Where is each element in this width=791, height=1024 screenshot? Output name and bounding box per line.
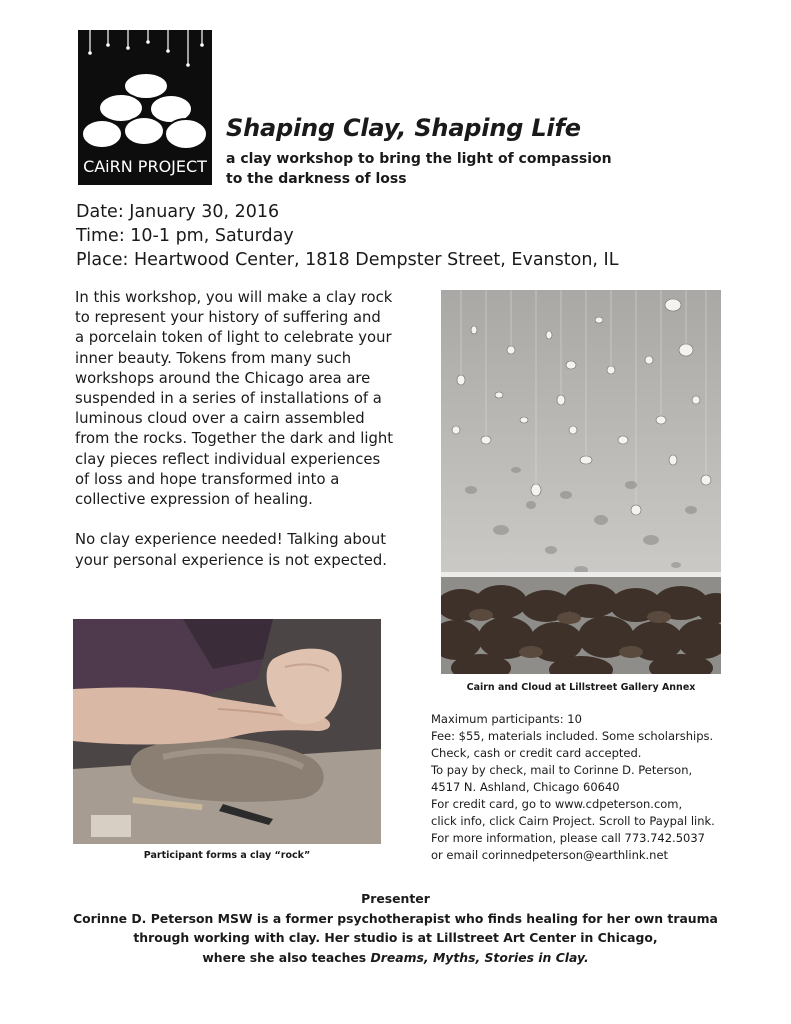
desc-line: collective expression of healing. — [75, 491, 313, 509]
note-line: No clay experience needed! Talking about — [75, 531, 387, 549]
desc-line: workshops around the Chicago area are — [75, 369, 371, 387]
cairn-project-logo — [78, 30, 212, 185]
class-title: Dreams, Myths, Stories in Clay. — [370, 949, 589, 965]
desc-line: suspended in a series of installations of a — [75, 390, 382, 408]
desc-line: In this workshop, you will make a clay rock — [75, 289, 393, 306]
logo-text: CAiRN PROJECT — [83, 157, 207, 176]
desc-line: luminous cloud over a cairn assembled — [75, 410, 365, 428]
desc-line: of loss and hope transformed into a — [75, 470, 340, 488]
hands-photo-caption: Participant forms a clay “rock” — [143, 850, 311, 861]
presenter-bio-line-3-prefix: where she also teaches — [202, 949, 371, 965]
details-line: For credit card, go to www.cdpeterson.com, — [431, 797, 683, 811]
cairn-photo-caption: Cairn and Cloud at Lillstreet Gallery Annex — [466, 682, 696, 693]
desc-line: to represent your history of suffering and — [75, 309, 381, 327]
presenter-heading: Presenter — [361, 891, 430, 906]
details-line: Fee: $55, materials included. Some scholarships. — [431, 729, 714, 743]
details-line: click info, click Cairn Project. Scroll to Paypal link. — [431, 814, 715, 828]
desc-line: from the rocks. Together the dark and light — [75, 430, 394, 448]
subtitle-line-2: to the darkness of loss — [226, 171, 407, 187]
subtitle — [226, 149, 646, 189]
hands-clay-photo — [73, 619, 381, 844]
details-line: Check, cash or credit card accepted. — [431, 746, 642, 760]
presenter-bio-line-3 — [40, 948, 751, 968]
subtitle-line-1: a clay workshop to bring the light of compassion — [226, 151, 612, 167]
presenter-bio-line-1: Corinne D. Peterson MSW is a former psychotherapist who finds healing for her own trauma — [73, 910, 718, 926]
details-line: Maximum participants: 10 — [431, 712, 582, 726]
note-line: your personal experience is not expected. — [75, 551, 387, 569]
details-line: 4517 N. Ashland, Chicago 60640 — [431, 780, 620, 794]
details-line: To pay by check, mail to Corinne D. Peterson, — [431, 763, 693, 777]
workshop-details — [431, 711, 751, 864]
event-place: Place: Heartwood Center, 1818 Dempster Street, Evanston, IL — [76, 250, 619, 270]
details-line: For more information, please call 773.742.5037 — [431, 831, 705, 845]
desc-line: clay pieces reflect individual experiences — [75, 450, 381, 468]
event-info — [76, 200, 618, 272]
cairn-cloud-photo — [441, 290, 721, 674]
workshop-description — [75, 288, 427, 591]
event-time: Time: 10-1 pm, Saturday — [76, 226, 294, 246]
page-title: Shaping Clay, Shaping Life — [226, 114, 581, 142]
presenter-bio-line-2: through working with clay. Her studio is at Lillstreet Art Center in Chicago, — [133, 930, 658, 945]
event-date: Date: January 30, 2016 — [76, 202, 280, 222]
presenter-section — [40, 889, 751, 967]
details-line: or email corinnedpeterson@earthlink.net — [431, 848, 669, 862]
cairn-stones-icon — [78, 30, 212, 185]
desc-line: inner beauty. Tokens from many such — [75, 349, 352, 367]
desc-line: a porcelain token of light to celebrate your — [75, 329, 392, 347]
